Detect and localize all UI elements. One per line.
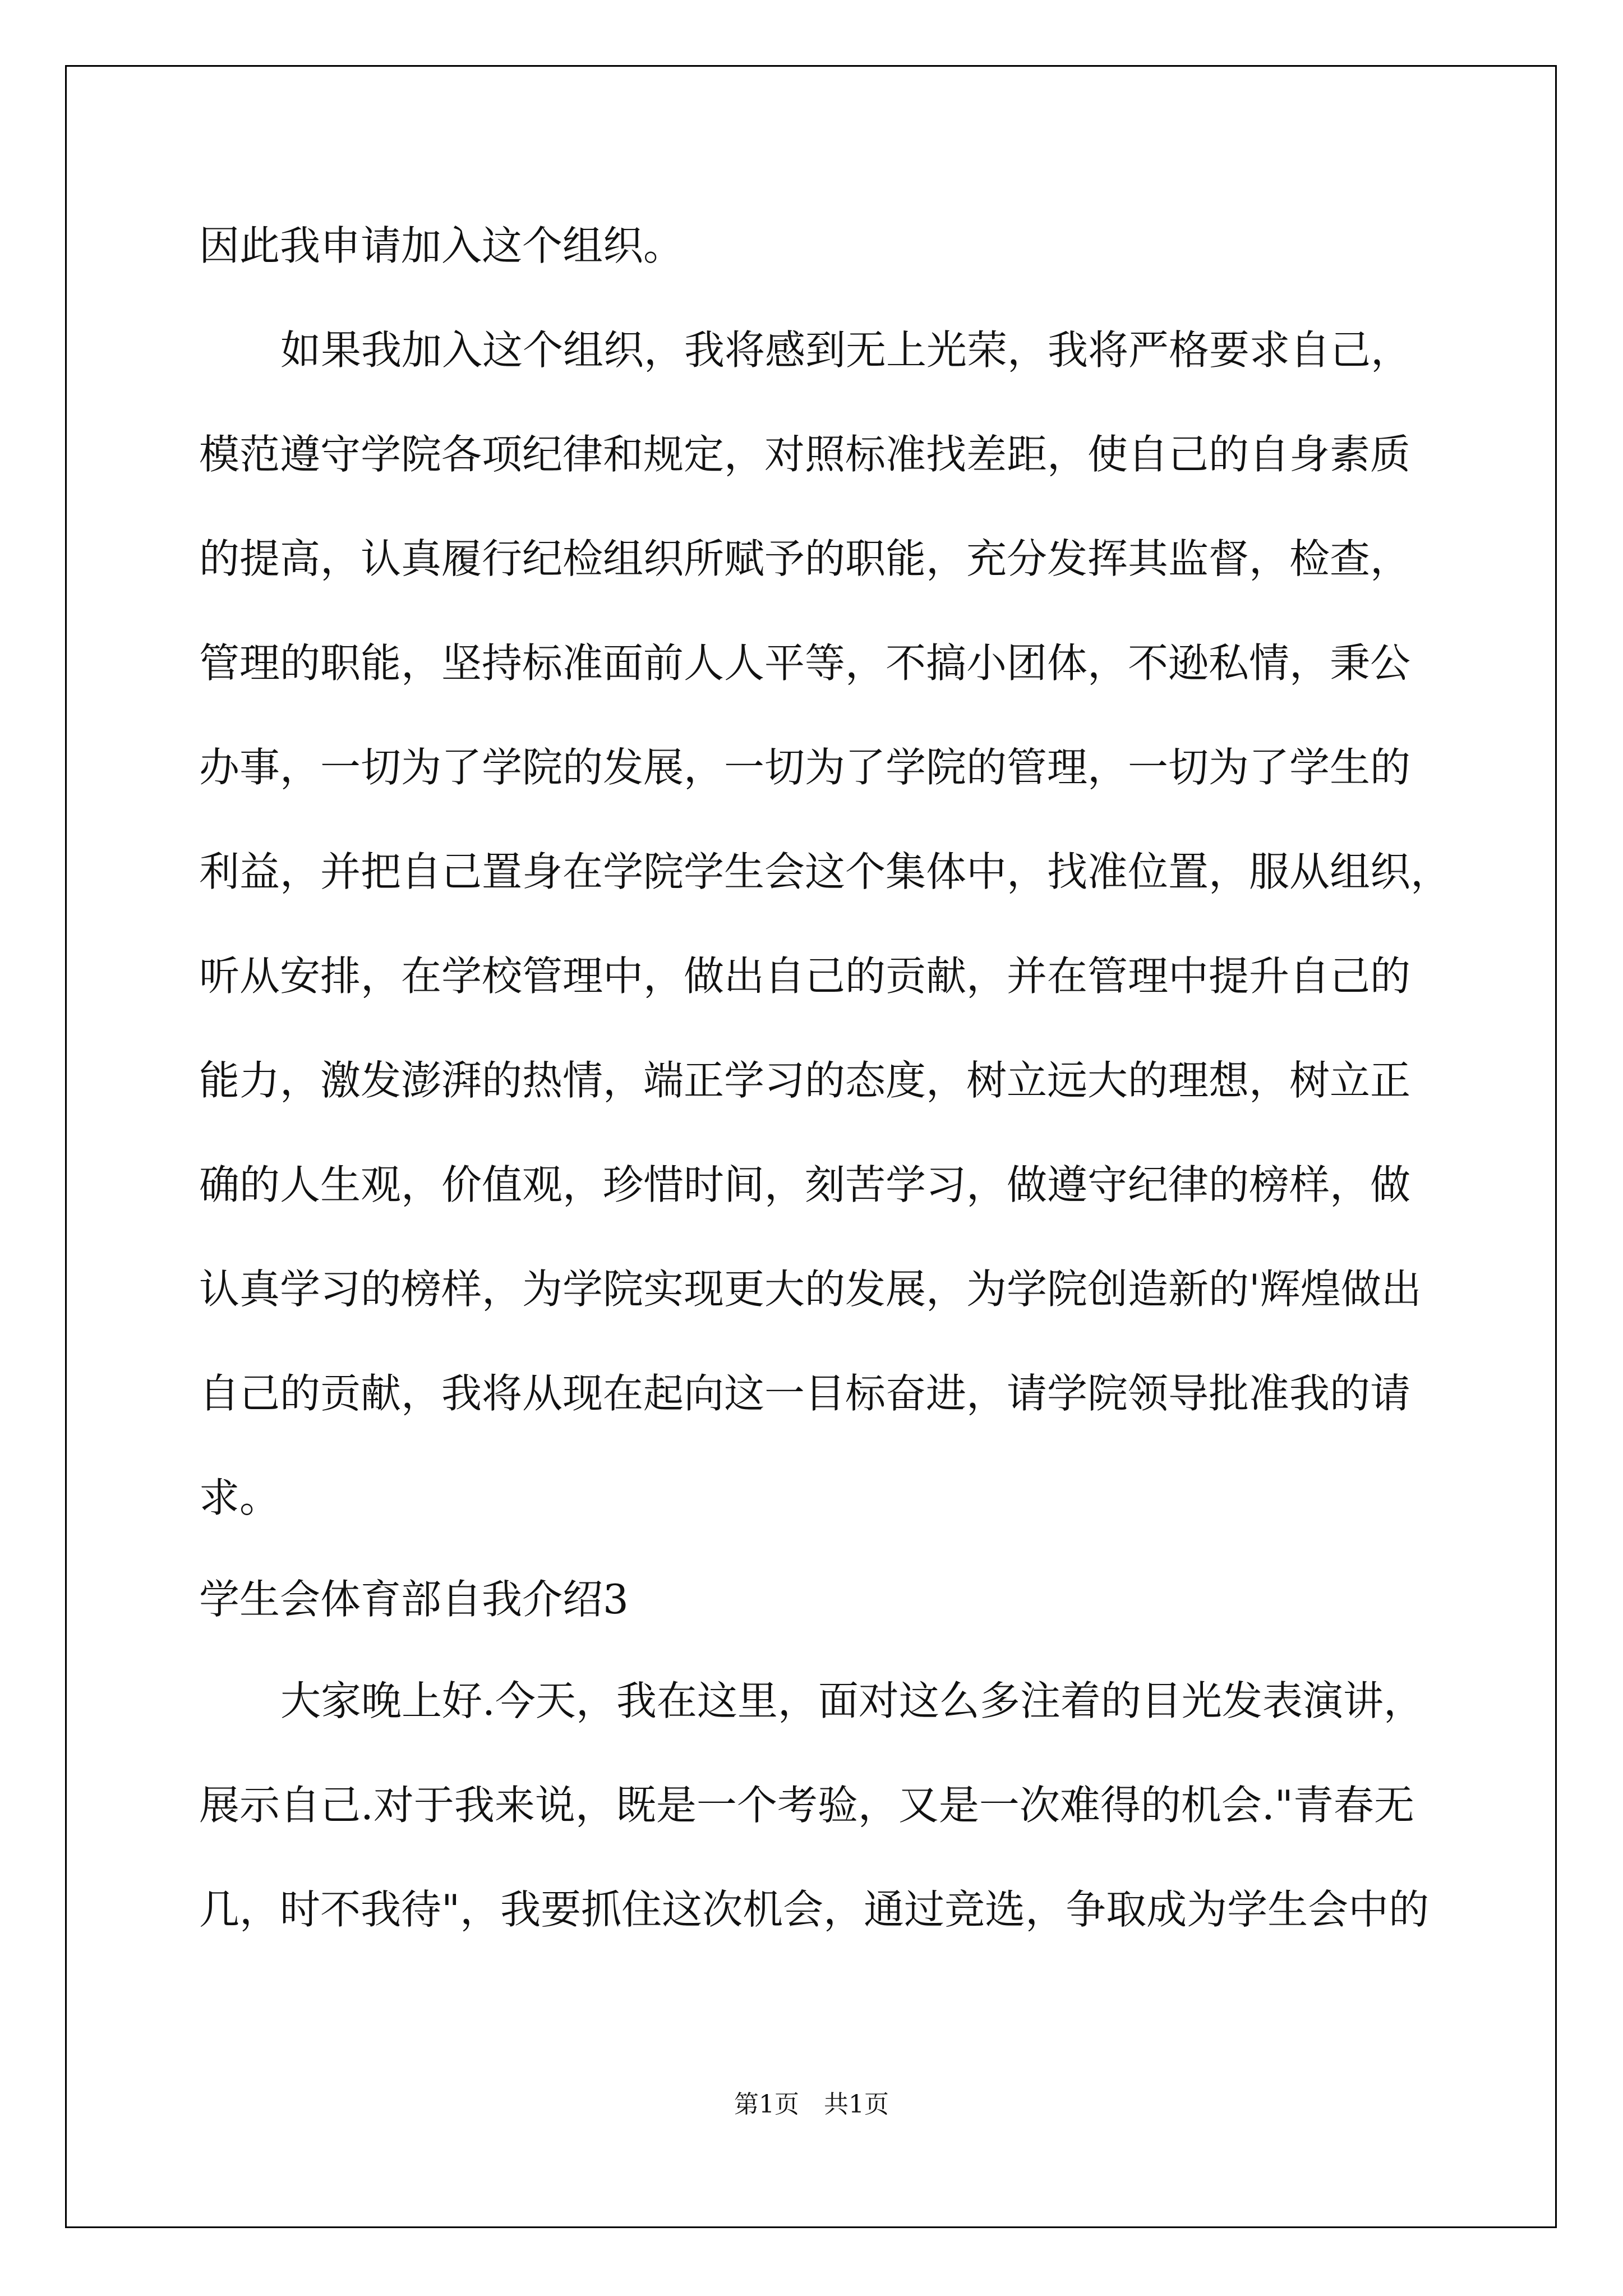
text-line-10: 确的人生观，价值观，珍惜时间，刻苦学习，做遵守纪律的榜样，做 — [199, 1161, 1411, 1208]
text-line-6: 办事，一切为了学院的发展，一切为了学院的管理，一切为了学生的 — [199, 744, 1411, 791]
text-line-12: 自己的贡献，我将从现在起向这一目标奋进，请学院领导批准我的请 — [199, 1370, 1411, 1417]
text-line-16: 几，时不我待"，我要抓住这次机会，通过竞选，争取成为学生会中的 — [199, 1886, 1430, 1933]
text-line-2: 如果我加入这个组织，我将感到无上光荣，我将严格要求自己， — [280, 326, 1412, 374]
text-line-7: 利益，并把自己置身在学院学生会这个集体中，找准位置，服从组织， — [199, 848, 1451, 895]
text-line-3: 模范遵守学院各项纪律和规定，对照标准找差距，使自己的自身素质 — [199, 431, 1411, 478]
document-body — [199, 194, 1461, 1962]
section-heading: 学生会体育部自我介绍3 — [199, 1576, 629, 1623]
text-line-1: 因此我申请加入这个组织。 — [199, 222, 684, 269]
text-line-5: 管理的职能，坚持标准面前人人平等，不搞小团体，不逊私情，秉公 — [199, 639, 1411, 687]
text-line-9: 能力，激发澎湃的热情，端正学习的态度，树立远大的理想，树立正 — [199, 1057, 1411, 1104]
text-line-13: 求。 — [199, 1474, 280, 1521]
text-line-14: 大家晚上好.今天，我在这里，面对这么多注着的目光发表演讲， — [280, 1677, 1424, 1724]
text-line-15: 展示自己.对于我来说，既是一个考验，又是一次难得的机会."青春无 — [199, 1782, 1414, 1829]
text-line-8: 听从安排，在学校管理中，做出自己的贡献，并在管理中提升自己的 — [199, 953, 1411, 1000]
text-line-4: 的提高，认真履行纪检组织所赋予的职能，充分发挥其监督，检查， — [199, 535, 1411, 582]
page-footer: 第1页 共1页 — [734, 2090, 889, 2119]
text-line-11: 认真学习的榜样，为学院实现更大的发展，为学院创造新的'辉煌做出 — [199, 1266, 1422, 1313]
